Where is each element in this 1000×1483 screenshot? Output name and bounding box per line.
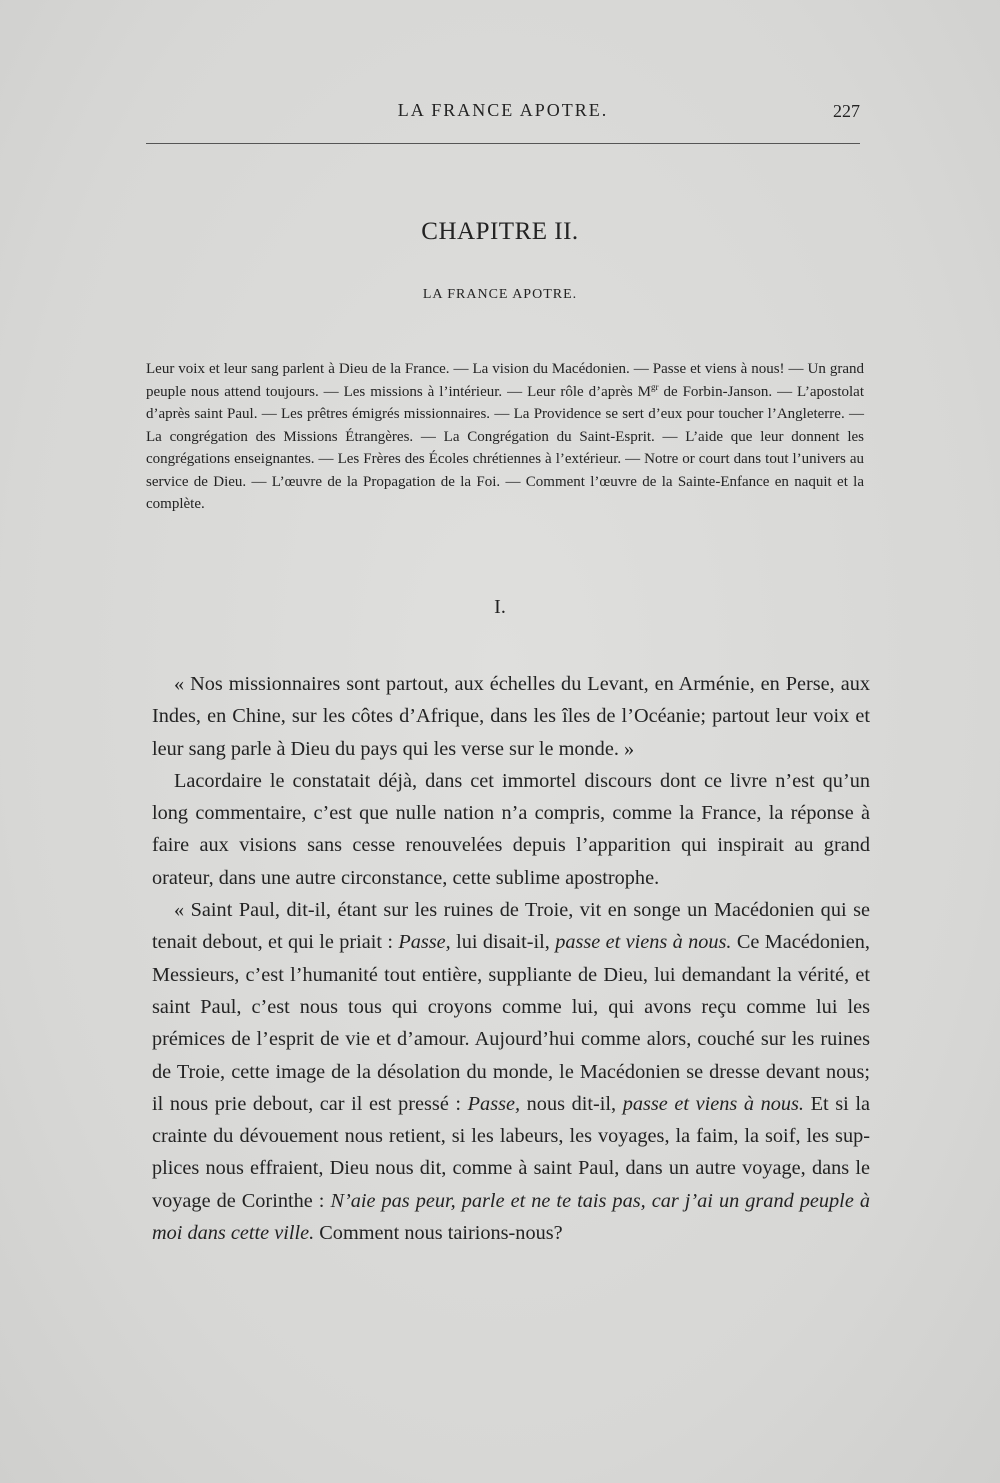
paragraph-3-italic: passe et viens à nous. xyxy=(622,1092,804,1115)
summary-abbreviation: gr xyxy=(651,381,659,392)
paragraph-3-text: lui disait-il, xyxy=(450,931,556,954)
paragraph-2: Lacordaire le constatait déjà, dans cet immortel discours dont ce livre n’est qu’un long commentaire, c’est que nulle nation n’a compris, comme la France, la réponse à faire aux visions sans cesse renouvelées depuis l’apparition qui inspirait au grand orateur, dans une autre circonstance, cette sublime apostrophe. xyxy=(152,769,870,889)
summary-text-part1: Leur voix et leur sang parlent à Dieu de la France. — La vision du Macédonien. — Passe et viens à nous! — Un grand peuple nous attend toujours. — Les missions à l’intérieur. — Leur rôle d’après M xyxy=(146,361,864,400)
paragraph-1: « Nos missionnaires sont partout, aux échelles du Levant, en Arménie, en Perse, aux Indes, en Chine, sur les côtes d’Afrique, dans les îles de l’Océanie; partout leur voix et leur sang parle à Dieu du pays qui les verse sur le monde. » xyxy=(152,673,870,760)
paragraph-3-italic: Passe, xyxy=(467,1092,521,1115)
section-number: I. xyxy=(494,596,506,618)
paragraph-3-text: Ce Macédonien, Messieurs, c’est l’humanité tout entière, suppliante de Dieu, lui demandant la vérité, et saint Paul, c’est nous tous qui croyons comme lui, qui avons reçu comme lui les prémices de l’esprit de vie et d’amour. Aujourd’hui comme alors, couché sur les ruines de Troie, cette image de la désolation du monde, le Macédonien se dresse devant nous; il nous prie debout, car il est pressé : xyxy=(152,931,871,1115)
paragraph-3-italic: N’aie pas peur, parle et ne te tais pas, car j’ai un grand peuple à moi dans cette ville. xyxy=(152,1189,870,1245)
summary-text-part2: de Forbin-Janson. — L’apostolat d’après saint Paul. — Les prêtres émigrés missionnaires. — La Providence se sert d’eux pour toucher l’Angleterre. — La congrégation des Missions Étrangères. — La Congrégation du Saint-Esprit. — L’aide que leur donnent les congrégations enseignantes. — Les Frères des Écoles chrétiennes à l’extérieur. — Notre or court dans tout l’univers au service de Dieu. — L’œuvre de la Propagation de la Foi. — Comment l’œuvre de la Sainte-Enfance en naquit et la complète. xyxy=(146,383,864,512)
page-number: 227 xyxy=(833,101,860,121)
paragraph-3-text: « Saint Paul, dit-il, étant sur les ruines de Troie, vit en songe un Macédonien qui se tenait debout, et qui le priait : xyxy=(152,899,870,954)
chapter-subtitle: LA FRANCE APOTRE. xyxy=(422,287,578,302)
body-text xyxy=(152,668,870,1249)
chapter-title: CHAPITRE II. xyxy=(421,218,579,245)
paragraph-3 xyxy=(152,894,870,1249)
paragraph-3-italic: Passe, xyxy=(398,931,451,954)
paragraph-3-text: Et si la crainte du dévouement nous retient, si les labeurs, les voyages, la faim, la soif, les supplices nous effraient, Dieu nous dit, comme à saint Paul, dans un autre voyage, dans le voyage de Corinthe : xyxy=(152,1092,870,1212)
paragraph-3-italic: passe et viens à nous. xyxy=(555,931,732,954)
header-rule xyxy=(146,143,860,144)
paragraph-3-text: nous dit-il, xyxy=(520,1092,623,1115)
paragraph-3-text: Comment nous tairions-nous? xyxy=(314,1222,563,1245)
chapter-summary xyxy=(146,358,864,516)
running-title: LA FRANCE APOTRE. xyxy=(397,100,609,120)
running-head xyxy=(146,100,860,128)
